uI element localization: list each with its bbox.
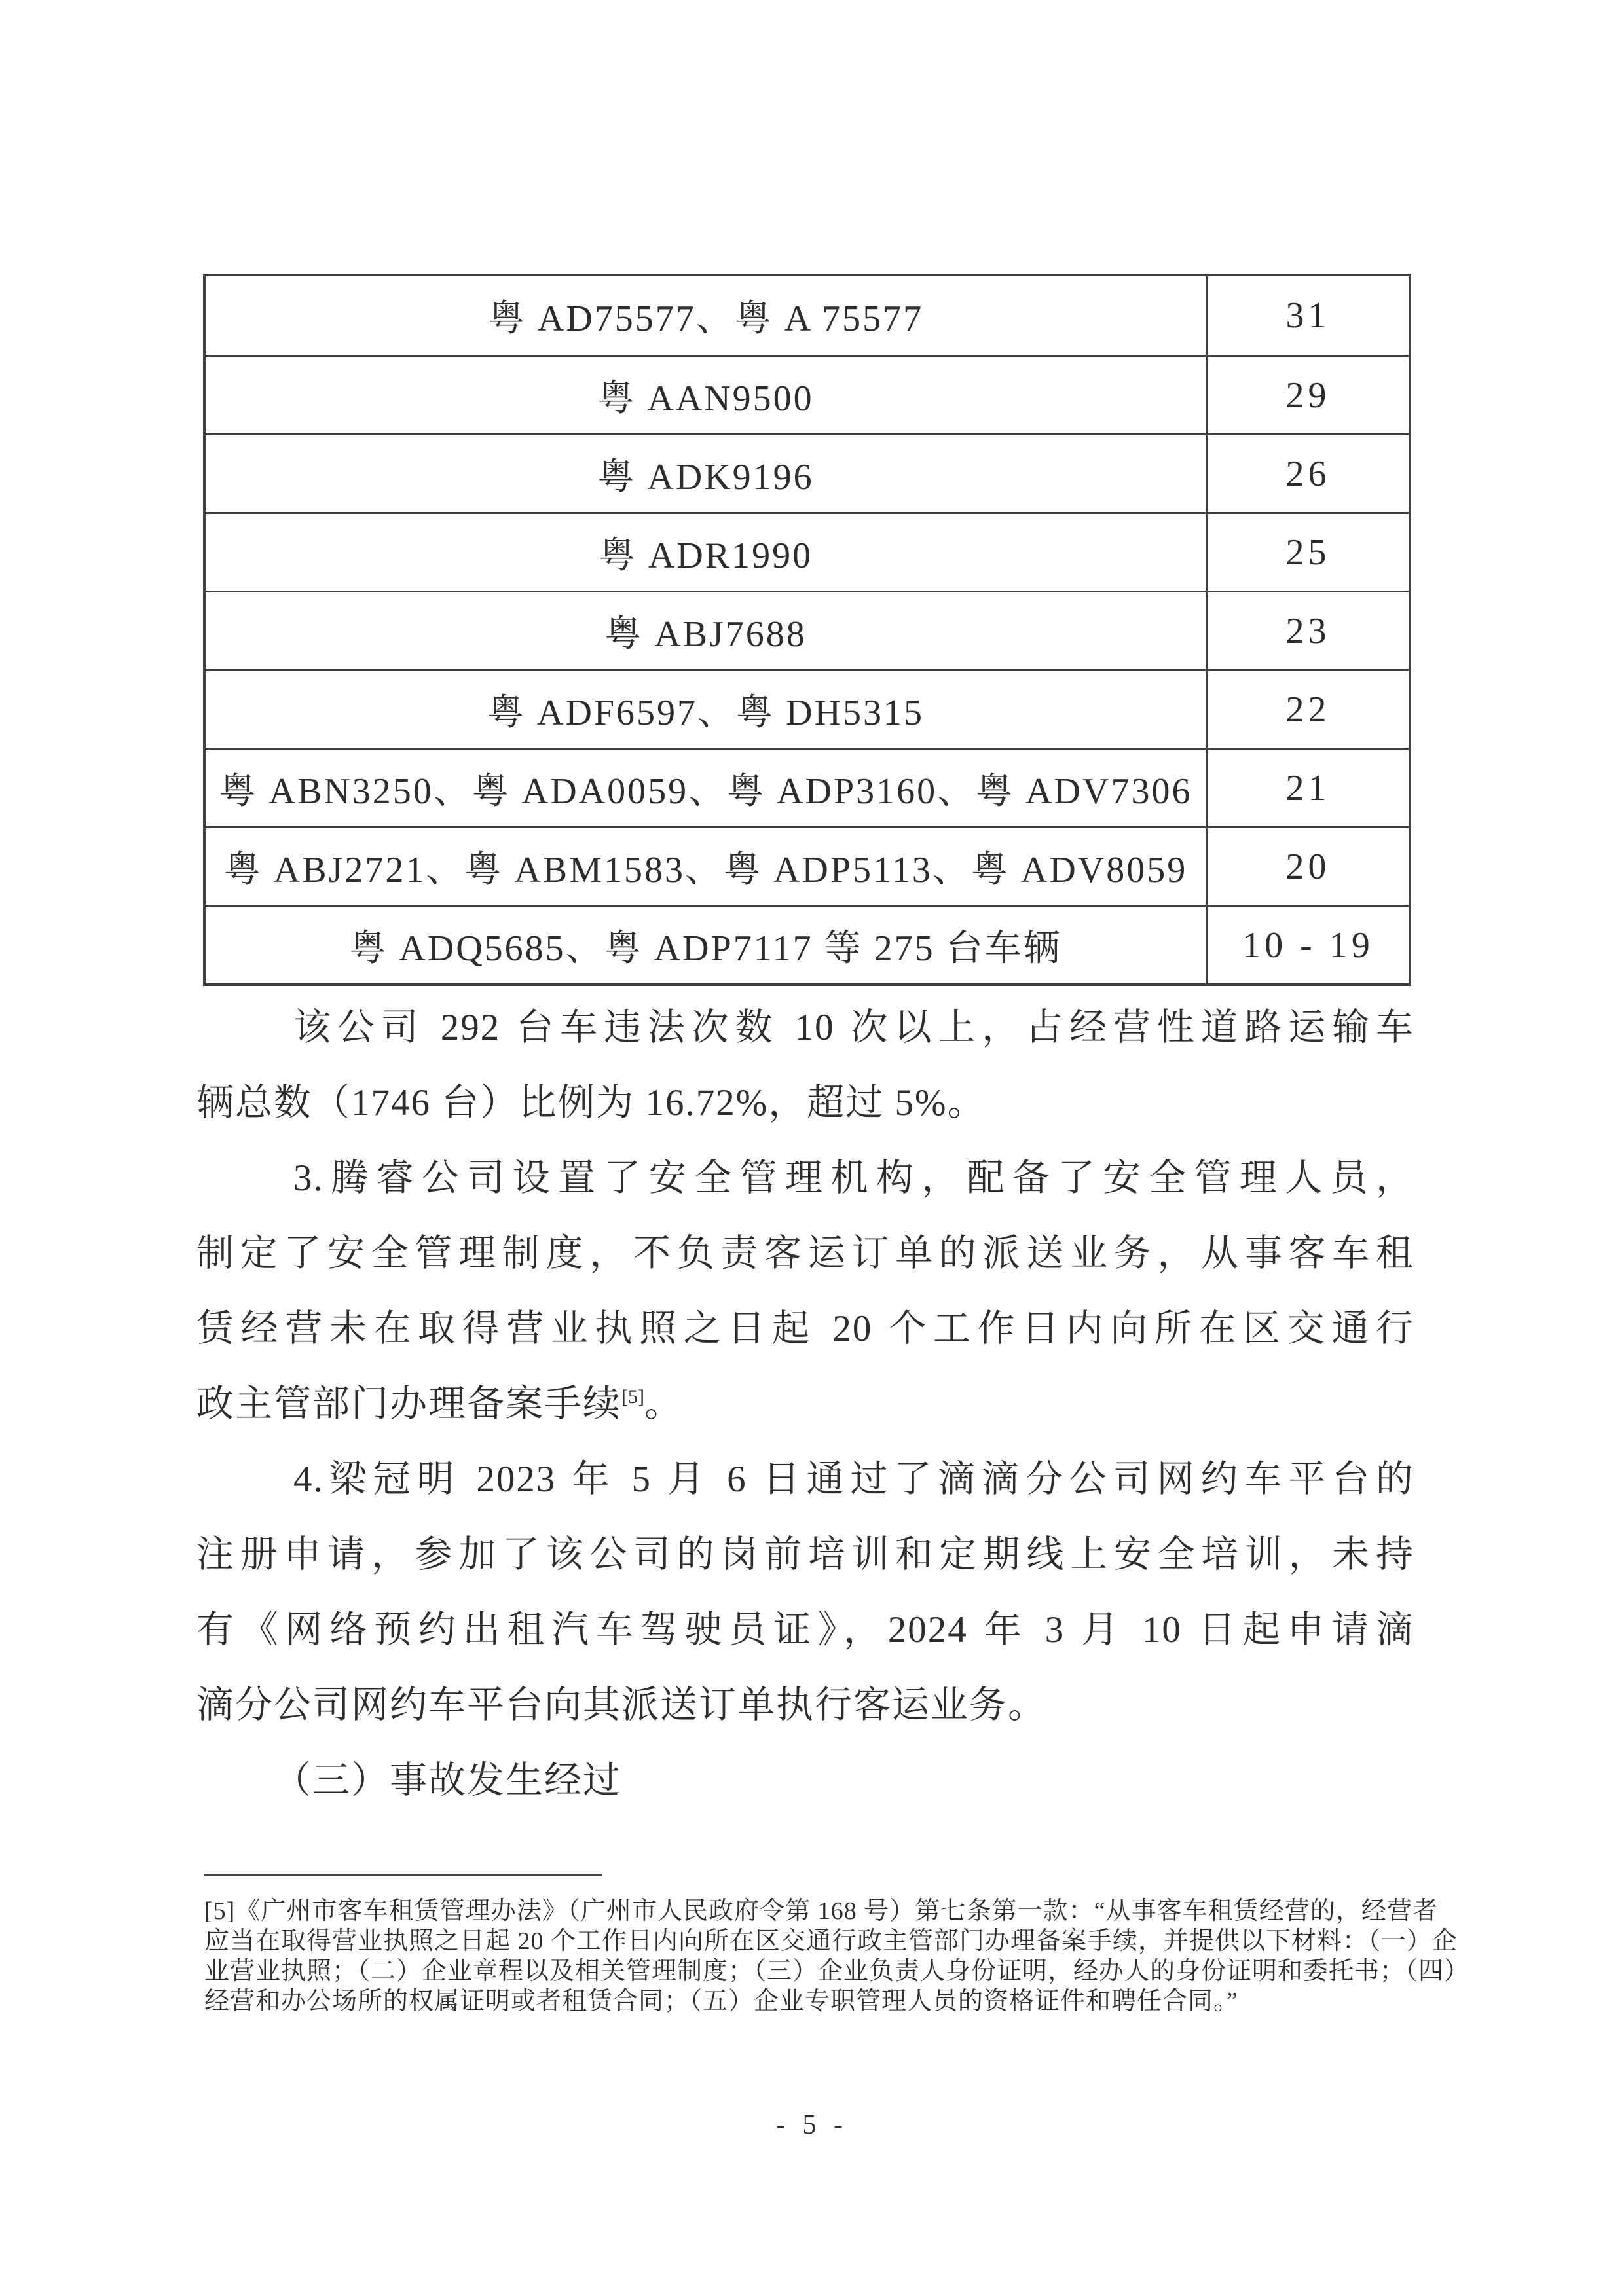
plate-numbers-cell: 粤 AAN9500 xyxy=(597,378,814,419)
body-paragraph-line: 有《网络预约出租汽车驾驶员证》，2024 年 3 月 10 日起申请滴 xyxy=(196,1609,1414,1650)
plate-numbers-cell: 粤 ADR1990 xyxy=(598,535,813,576)
plate-numbers-cell: 粤 ABN3250、粤 ADA0059、粤 ADP3160、粤 ADV7306 xyxy=(219,771,1192,812)
body-paragraph-line: 制定了安全管理制度，不负责客运订单的派送业务，从事客车租 xyxy=(196,1233,1414,1274)
plate-numbers-cell: 粤 ABJ2721、粤 ABM1583、粤 ADP5113、粤 ADV8059 xyxy=(223,849,1188,890)
footnote-line: 应当在取得营业执照之日起 20 个工作日内向所在区交通行政主管部门办理备案手续，并提供以下材料：（一）企 xyxy=(204,1927,1458,1955)
plate-numbers-cell: 粤 ADQ5685、粤 ADP7117 等 275 台车辆 xyxy=(349,928,1062,969)
footnote-line: 业营业执照；（二）企业章程以及相关管理制度；（三）企业负责人身份证明，经办人的身份证明和委托书；（四） xyxy=(204,1958,1470,1985)
body-paragraph-line: 3.腾睿公司设置了安全管理机构，配备了安全管理人员， xyxy=(293,1157,1414,1199)
plate-numbers-cell: 粤 ADF6597、粤 DH5315 xyxy=(487,692,924,733)
footnote-reference-5: [5] xyxy=(621,1386,644,1408)
violation-count-cell: 20 xyxy=(1206,828,1409,905)
violation-count-cell: 29 xyxy=(1206,357,1409,433)
violation-count-cell: 31 xyxy=(1206,276,1409,355)
body-paragraph-line: 注册申请，参加了该公司的岗前培训和定期线上安全培训，未持 xyxy=(196,1534,1414,1575)
footnote-line: [5]《广州市客车租赁管理办法》（广州市人民政府令第 168 号）第七条第一款：“从事客车租赁经营的，经营者 xyxy=(204,1897,1438,1925)
plate-numbers-cell: 粤 ADK9196 xyxy=(597,456,814,498)
footnote-line: 经营和办公场所的权属证明或者租赁合同；（五）企业专职管理人员的资格证件和聘任合同。” xyxy=(204,1988,1238,2015)
body-text-segment: 。 xyxy=(644,1383,683,1425)
table-row xyxy=(206,433,1409,512)
table-row xyxy=(206,512,1409,591)
table-row xyxy=(206,748,1409,826)
table-row xyxy=(206,669,1409,748)
violation-count-cell: 10 - 19 xyxy=(1206,907,1409,983)
violation-table xyxy=(203,274,1411,986)
table-row xyxy=(206,826,1409,905)
violation-count-cell: 21 xyxy=(1206,750,1409,826)
violation-count-cell: 25 xyxy=(1206,514,1409,591)
table-row xyxy=(206,276,1409,355)
body-text-segment: 政主管部门办理备案手续 xyxy=(196,1383,621,1425)
table-row xyxy=(206,905,1409,983)
section-heading: （三）事故发生经过 xyxy=(274,1760,621,1801)
body-paragraph-line: 该公司 292 台车违法次数 10 次以上，占经营性道路运输车 xyxy=(293,1007,1414,1048)
violation-count-cell: 22 xyxy=(1206,671,1409,748)
body-text xyxy=(196,990,1414,1818)
table-row xyxy=(206,355,1409,433)
plate-numbers-cell: 粤 ABJ7688 xyxy=(604,613,807,655)
body-paragraph-line: 滴分公司网约车平台向其派送订单执行客运业务。 xyxy=(196,1685,1046,1726)
table-row xyxy=(206,591,1409,669)
body-paragraph-line xyxy=(196,1366,1414,1442)
body-paragraph-line: 辆总数（1746 台）比例为 16.72%，超过 5%。 xyxy=(196,1082,986,1123)
violation-count-cell: 26 xyxy=(1206,435,1409,512)
violation-count-cell: 23 xyxy=(1206,592,1409,669)
body-paragraph-line: 赁经营未在取得营业执照之日起 20 个工作日内向所在区交通行 xyxy=(196,1308,1414,1349)
plate-numbers-cell: 粤 AD75577、粤 A 75577 xyxy=(487,299,924,339)
footnote xyxy=(204,1896,1470,2016)
page-number: - 5 - xyxy=(776,2110,848,2140)
footnote-separator xyxy=(204,1874,602,1876)
body-paragraph-line: 4.梁冠明 2023 年 5 月 6 日通过了滴滴分公司网约车平台的 xyxy=(293,1459,1414,1500)
